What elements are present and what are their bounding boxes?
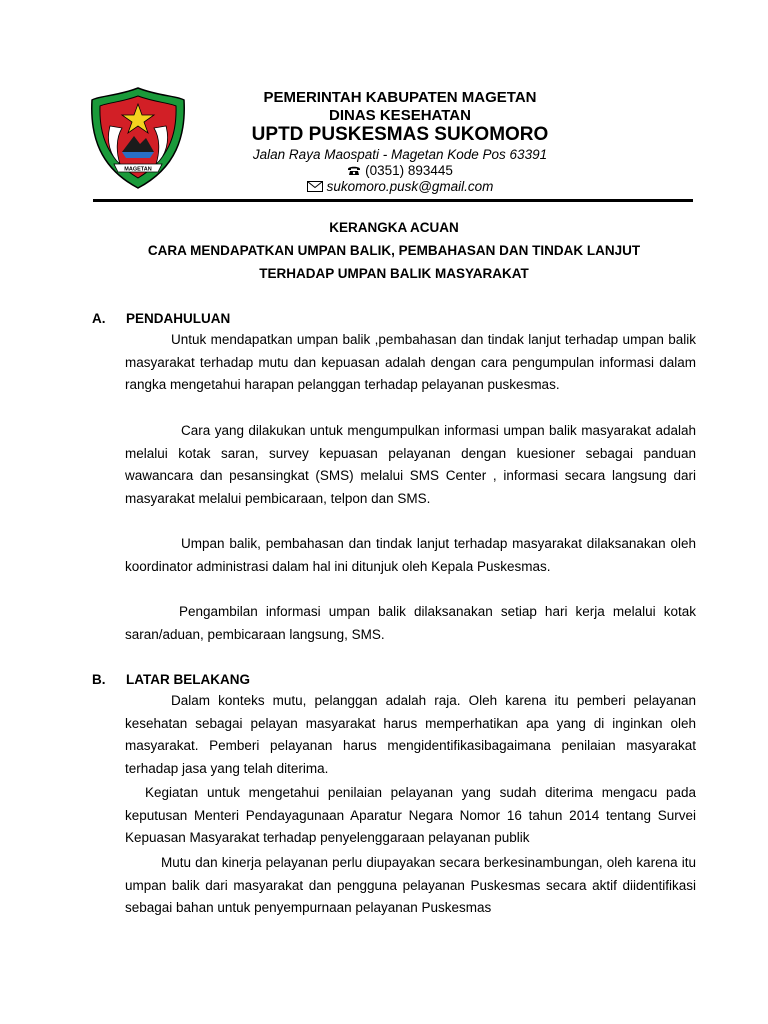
- section-a-paragraph-1: Untuk mendapatkan umpan balik ,pembahasan dan tindak lanjut terhadap umpan balik masyarakat terhadap mutu dan kepuasan adalah dengan cara pengumpulan informasi dalam rangka mengetahui harapan pelanggan terhadap pelayanan puskesmas.: [125, 332, 696, 392]
- section-a-paragraph-3: Umpan balik, pembahasan dan tindak lanjut terhadap masyarakat dilaksanakan oleh koordinator administrasi dalam hal ini ditunjuk oleh Kepala Puskesmas.: [125, 536, 696, 574]
- section-number: A.: [92, 311, 106, 326]
- department-name: DINAS KESEHATAN: [329, 106, 471, 124]
- section-a-paragraph-4: Pengambilan informasi umpan balik dilaksanakan setiap hari kerja melalui kotak saran/aduan, pembicaraan langsung, SMS.: [125, 604, 696, 642]
- email-line: [205, 179, 595, 195]
- envelope-icon: [307, 181, 323, 192]
- section-b-heading: [92, 672, 250, 687]
- section-number: B.: [92, 672, 106, 687]
- document-subtitle-line-2: TERHADAP UMPAN BALIK MASYARAKAT: [259, 266, 529, 281]
- phone-icon: [347, 165, 361, 176]
- government-name: PEMERINTAH KABUPATEN MAGETAN: [263, 89, 537, 106]
- institution-name: UPTD PUSKESMAS SUKOMORO: [251, 124, 549, 146]
- address: Jalan Raya Maospati - Magetan Kode Pos 63391: [252, 146, 548, 162]
- section-a-heading: [92, 311, 230, 326]
- section-b-paragraph-1: Dalam konteks mutu, pelanggan adalah raja. Oleh karena itu pemberi pelayanan kesehatan sebagai pelayan masyarakat harus memperhatikan apa yang di inginkan oleh masyarakat. Pemberi pelayanan harus mengidentifikasibagaimana penilaian masyarakat terhadap jasa yang telah diterima.: [125, 693, 696, 776]
- letterhead-text: [205, 89, 595, 195]
- magetan-regency-logo: [88, 86, 188, 190]
- section-title: PENDAHULUAN: [126, 311, 231, 326]
- email-address[interactable]: sukomoro.pusk@gmail.com: [326, 178, 494, 194]
- letterhead-divider: [93, 199, 693, 202]
- phone-line: [205, 163, 595, 179]
- logo-text: MAGETAN: [124, 166, 152, 173]
- letterhead: [0, 0, 768, 205]
- section-b-paragraph-2: Kegiatan untuk mengetahui penilaian pelayanan yang sudah diterima mengacu pada keputusan Menteri Pendayagunaan Aparatur Negara Nomor 16 tahun 2014 tentang Survei Kepuasan Masyarakat terhadap penyelenggaraan pelayanan publik: [125, 785, 696, 845]
- phone-number: (0351) 893445: [365, 162, 453, 178]
- document-subtitle-line-1: CARA MENDAPATKAN UMPAN BALIK, PEMBAHASAN DAN TINDAK LANJUT: [147, 243, 641, 258]
- document-title: KERANGKA ACUAN: [329, 220, 459, 235]
- section-a-paragraph-2: Cara yang dilakukan untuk mengumpulkan informasi umpan balik masyarakat adalah melalui kotak saran, survey kepuasan pelayanan dengan kuesioner sebagai panduan wawancara dan pesansingkat (SMS) melalui SMS Center , informasi secara langsung dari masyarakat melalui pembicaraan, telpon dan SMS.: [125, 423, 696, 506]
- section-b-paragraph-3: Mutu dan kinerja pelayanan perlu diupayakan secara berkesinambungan, oleh karena itu umpan balik dari masyarakat dan pengguna pelayanan Puskesmas secara aktif diidentifikasi sebagai bahan untuk penyempurnaan pelayanan Puskesmas: [125, 855, 696, 915]
- section-title: LATAR BELAKANG: [126, 672, 250, 687]
